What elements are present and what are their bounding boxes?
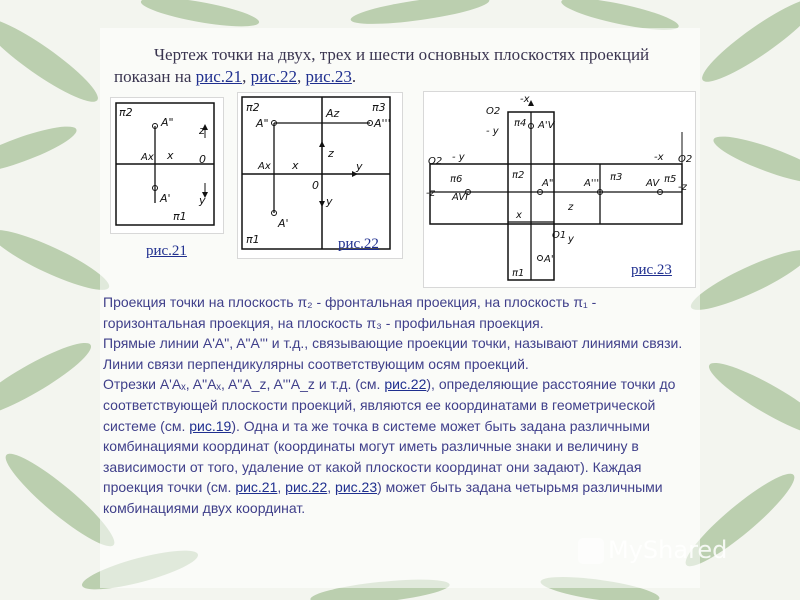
figure-22-drawing xyxy=(238,93,402,258)
label-a2: A" xyxy=(256,117,269,130)
myshared-logo-icon xyxy=(578,538,604,564)
figure-23 xyxy=(423,91,696,288)
label-a2: A" xyxy=(161,116,174,129)
heading-sep: , xyxy=(242,67,251,86)
label-pi5: π5 xyxy=(664,174,677,185)
label-a6: AVI xyxy=(452,192,469,203)
label-my-left: - y xyxy=(452,152,465,163)
label-mx-top: -x xyxy=(520,94,530,105)
figure-21 xyxy=(110,97,224,234)
body-text xyxy=(103,292,695,519)
text-fragment: , xyxy=(277,479,286,496)
heading-sep: , xyxy=(296,67,306,86)
paragraph-coordinates xyxy=(103,374,695,518)
link-fig22[interactable]: рис.22 xyxy=(250,67,297,86)
label-origin: 0 xyxy=(312,179,319,192)
text-fragment: ). Одна и та же точка в системе может быть задана различными комбинациями координат (координаты могут иметь различные знаки и величину в зависимости от того, удаление от какой плоскости координат они задают). Каждая проекция точки (см. xyxy=(103,417,650,496)
link-fig23-body[interactable]: рис.23 xyxy=(335,479,378,496)
label-mx-right: -x xyxy=(654,152,664,163)
label-z: z xyxy=(568,202,574,213)
label-a1: A' xyxy=(160,192,171,205)
figure-21-drawing xyxy=(111,98,223,233)
label-pi2: π2 xyxy=(246,101,260,114)
label-a2: A" xyxy=(542,178,554,189)
label-z: z xyxy=(199,124,205,137)
label-a1: A' xyxy=(544,254,554,265)
label-pi3: π3 xyxy=(372,101,386,114)
link-fig21-body[interactable]: рис.21 xyxy=(235,479,278,496)
label-my-top: - y xyxy=(486,126,499,137)
label-z: z xyxy=(328,147,334,160)
text-fragment: Отрезки A'Aₓ, A"Aₓ, A"A_z, A'''A_z и т.д. (см. xyxy=(103,376,385,393)
label-a3: A''' xyxy=(584,178,600,189)
link-fig23[interactable]: рис.23 xyxy=(305,67,352,86)
watermark-text: MyShared xyxy=(608,536,728,564)
label-y: y xyxy=(356,160,363,173)
label-origin: 0 xyxy=(199,153,206,166)
label-o1: O1 xyxy=(552,230,567,241)
label-y: y xyxy=(199,194,206,207)
watermark xyxy=(578,536,727,564)
label-x: x xyxy=(167,149,174,162)
label-pi1: π1 xyxy=(512,268,525,279)
page-heading xyxy=(114,44,674,88)
link-fig21[interactable]: рис.21 xyxy=(195,67,243,86)
label-pi6: π6 xyxy=(450,174,463,185)
label-mz-right: -z xyxy=(678,182,687,193)
label-az: Az xyxy=(326,107,340,120)
label-pi4: π4 xyxy=(514,118,527,129)
label-y: y xyxy=(568,234,574,245)
figure-22 xyxy=(237,92,403,259)
label-a4: A'V xyxy=(538,120,555,131)
label-ax: Ax xyxy=(141,152,154,163)
label-ax: Ax xyxy=(258,161,271,172)
label-a1: A' xyxy=(278,217,289,230)
link-fig19-body[interactable]: рис.19 xyxy=(189,417,232,434)
heading-text: Чертеж точки на двух, трех и шести основных плоскостях проекций показан на xyxy=(114,45,650,86)
label-pi2: π2 xyxy=(119,106,133,119)
link-fig22-body-2[interactable]: рис.22 xyxy=(285,479,328,496)
label-x: x xyxy=(516,210,522,221)
label-a5: AV xyxy=(646,178,660,189)
label-a3: A''' xyxy=(374,117,391,130)
heading-end: . xyxy=(351,67,357,86)
label-pi1: π1 xyxy=(173,210,187,223)
paragraph-connection-lines: Прямые линии A'A", A"A''' и т.д., связывающие проекции точки, называют линиями связи. Линии связи перпендикулярны соответствующим осям проекций. xyxy=(103,335,683,372)
label-mz-left: -z xyxy=(426,188,435,199)
text-fragment: ) может быть задана четырьмя различными комбинациями двух координат. xyxy=(103,479,663,516)
figure-23-drawing xyxy=(424,92,695,287)
caption-fig22[interactable]: рис.22 xyxy=(338,236,379,252)
label-pi2: π2 xyxy=(512,170,525,181)
link-fig22-body[interactable]: рис.22 xyxy=(384,376,427,393)
paragraph-projections: Проекция точки на плоскость π₂ - фронтальная проекция, на плоскость π₁ - горизонтальная проекция, на плоскость π₃ - профильная проекция. xyxy=(103,294,597,331)
label-o2-top: O2 xyxy=(486,106,501,117)
label-x: x xyxy=(292,159,299,172)
label-pi1: π1 xyxy=(246,233,260,246)
label-y2: y xyxy=(326,195,333,208)
caption-fig23[interactable]: рис.23 xyxy=(631,262,672,278)
label-o2-left: O2 xyxy=(428,156,443,167)
caption-fig21[interactable]: рис.21 xyxy=(146,243,187,259)
text-fragment: ), определяющие расстояние точки до соответствующей плоскости проекций, являются ее координатами в геометрической системе (см. xyxy=(103,376,676,434)
label-o2-right: O2 xyxy=(678,154,693,165)
text-fragment: , xyxy=(327,479,336,496)
label-pi3: π3 xyxy=(610,172,623,183)
